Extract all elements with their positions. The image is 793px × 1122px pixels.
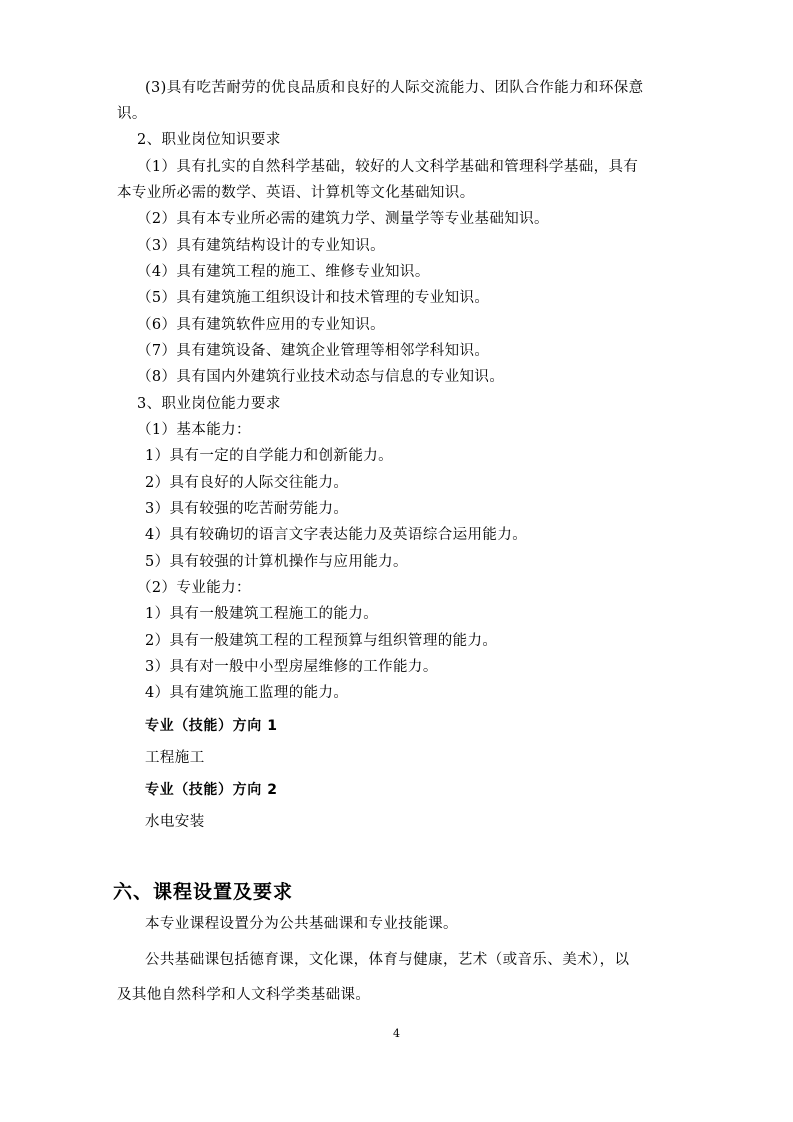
paragraph-line: 4）具有较确切的语言文字表达能力及英语综合运用能力。 <box>145 527 528 543</box>
direction-1-body: 工程施工 <box>145 750 205 766</box>
section-paragraph-line: 本专业课程设置分为公共基础课和专业技能课。 <box>145 916 458 932</box>
direction-1-title: 专业（技能）方向 1 <box>145 718 278 734</box>
paragraph-line: （1）具有扎实的自然科学基础，较好的人文科学基础和管理科学基础，具有 <box>137 159 639 175</box>
direction-2-body: 水电安装 <box>145 814 205 830</box>
paragraph-line: 1）具有一定的自学能力和创新能力。 <box>145 448 394 464</box>
paragraph-line: 4）具有建筑施工监理的能力。 <box>145 685 349 701</box>
paragraph-line: （3）具有建筑结构设计的专业知识。 <box>137 238 386 254</box>
paragraph-line: 2）具有良好的人际交往能力。 <box>145 475 349 491</box>
paragraph-line: （6）具有建筑软件应用的专业知识。 <box>137 317 386 333</box>
subheading: 3、职业岗位能力要求 <box>137 396 281 412</box>
paragraph-line: 3）具有对一般中小型房屋维修的工作能力。 <box>145 659 438 675</box>
paragraph-line: 5）具有较强的计算机操作与应用能力。 <box>145 554 408 570</box>
paragraph-line: 本专业所必需的数学、英语、计算机等文化基础知识。 <box>117 185 475 201</box>
paragraph-line: （7）具有建筑设备、建筑企业管理等相邻学科知识。 <box>137 343 490 359</box>
paragraph-line: （8）具有国内外建筑行业技术动态与信息的专业知识。 <box>137 369 505 385</box>
paragraph-line: (3)具有吃苦耐劳的优良品质和良好的人际交流能力、团队合作能力和环保意 <box>145 80 644 96</box>
section-title: 六、课程设置及要求 <box>113 881 294 903</box>
paragraph-line: （4）具有建筑工程的施工、维修专业知识。 <box>137 264 430 280</box>
paragraph-line: 识。 <box>117 106 147 122</box>
paragraph-line: 1）具有一般建筑工程施工的能力。 <box>145 606 379 622</box>
paragraph-line: （5）具有建筑施工组织设计和技术管理的专业知识。 <box>137 290 490 306</box>
paragraph-line: （2）具有本专业所必需的建筑力学、测量学等专业基础知识。 <box>137 211 549 227</box>
paragraph-line: 2）具有一般建筑工程的工程预算与组织管理的能力。 <box>145 633 498 649</box>
subheading: 2、职业岗位知识要求 <box>137 132 281 148</box>
section-paragraph-line: 公共基础课包括德育课，文化课，体育与健康，艺术（或音乐、美术），以 <box>145 952 630 968</box>
section-paragraph-line: 及其他自然科学和人文科学类基础课。 <box>117 987 371 1003</box>
paragraph-line: 3）具有较强的吃苦耐劳能力。 <box>145 501 349 517</box>
direction-2-title: 专业（技能）方向 2 <box>145 782 278 798</box>
page-number: 4 <box>393 1027 400 1040</box>
paragraph-line: （2）专业能力： <box>137 580 251 596</box>
paragraph-line: （1）基本能力： <box>137 422 251 438</box>
